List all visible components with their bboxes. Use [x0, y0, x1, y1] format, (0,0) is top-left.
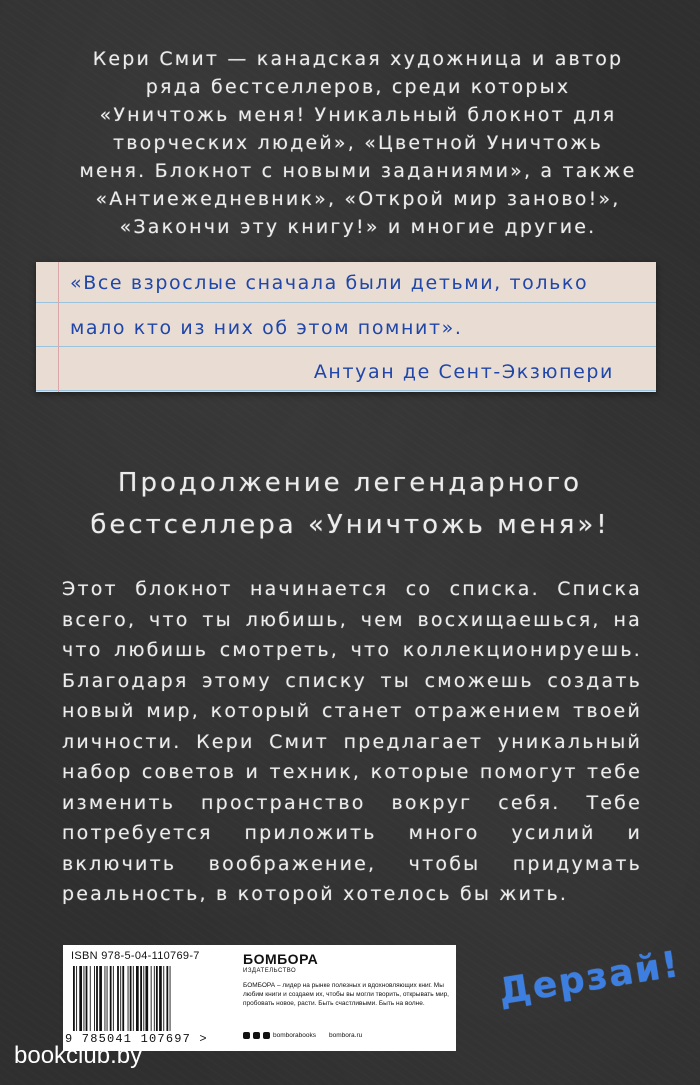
social-row — [243, 1032, 362, 1039]
barcode-bar — [86, 966, 88, 1031]
headline — [60, 462, 640, 546]
barcode-bar — [79, 966, 82, 1031]
barcode-bar — [154, 966, 155, 1031]
barcode-bar — [159, 966, 162, 1031]
barcode-bar — [122, 966, 124, 1031]
quote-line-2: мало кто из них об этом помнит». — [70, 317, 463, 339]
social-icon — [243, 1032, 250, 1039]
isbn-label: ISBN 978-5-04-110769-7 — [71, 950, 200, 962]
headline-line-1: Продолжение легендарного — [117, 468, 583, 498]
quote-note — [36, 262, 656, 392]
book-description: Этот блокнот начинается со списка. Списка всего, что ты любишь, чем восхищаешься, на что любишь смотреть, что коллекционируешь. Благодаря этому списку ты сможешь создать новый мир, который станет отражением твоей личности. Кери Смит предлагает уникальный набор советов и техник, которые помогут тебе изменить пространство вокруг себя. Тебе потребуется приложить много усилий и включить воображение, чтобы придумать реальность, в которой хотелось бы жить. — [62, 578, 642, 905]
barcode-bar — [130, 966, 132, 1031]
barcode-bar — [76, 966, 77, 1031]
social-handle: bomborabooks — [273, 1032, 316, 1039]
barcode-panel — [63, 945, 456, 1051]
barcode-bar — [128, 966, 129, 1031]
watermark: bookclub.by — [14, 1042, 143, 1069]
barcode-bar — [84, 966, 85, 1031]
quote-author: Антуан де Сент-Экзюпери — [313, 361, 614, 383]
author-bio: Кери Смит — канадская художница и автор ряда бестселлеров, среди которых «Уничтожь меня! Уникальный блокнот для творческих людей», «Цветной Уничтожь меня. Блокнот с новыми заданиями», а также «Антиежедневник», «Открой мир заново!», «Закончи эту книгу!» и многие другие. — [79, 48, 637, 238]
barcode-bar — [113, 966, 114, 1031]
barcode-bar — [170, 966, 171, 1031]
barcode-bar — [107, 966, 108, 1031]
derzai-stamp: Дерзай! — [495, 943, 684, 1014]
social-icon — [253, 1032, 260, 1039]
publisher-description: БОМБОРА – лидер на рынке полезных и вдохновляющих книг. Мы любим книги и создаем их, чтобы вы могли творить, открывать мир, пробовать новое, расти. Быть счастливыми. Быть на волне. — [243, 982, 449, 1007]
publisher-site: bombora.ru — [329, 1032, 363, 1039]
barcode-bar — [151, 966, 152, 1031]
publisher-subtitle: ИЗДАТЕЛЬСТВО — [243, 968, 297, 974]
social-icon — [263, 1032, 270, 1039]
barcode-bar — [133, 966, 134, 1031]
barcode-bar — [166, 966, 168, 1031]
barcode-bar — [117, 966, 119, 1031]
barcode-bar — [96, 966, 98, 1031]
barcode-bar — [73, 966, 75, 1031]
barcode-bar — [99, 966, 102, 1031]
quote-line-1: «Все взрослые сначала были детьми, только — [70, 272, 589, 294]
barcode-bar — [90, 966, 91, 1031]
barcode-bar — [156, 966, 158, 1031]
publisher-logo: БОМБОРА — [243, 951, 319, 967]
barcode-bar — [163, 966, 164, 1031]
barcode-bar — [105, 966, 106, 1031]
barcode-bar — [94, 966, 95, 1031]
barcode-bar — [145, 966, 148, 1031]
headline-line-2: бестселлера «Уничтожь меня»! — [90, 510, 610, 540]
note-margin-line — [58, 262, 59, 392]
barcode-digits: 9 785041 107697 > — [65, 1032, 208, 1046]
barcode-bar — [110, 966, 112, 1031]
barcode-bar — [140, 966, 142, 1031]
barcode-bar — [143, 966, 144, 1031]
barcode-graphic — [71, 966, 231, 1031]
barcode-bar — [136, 966, 139, 1031]
barcode-bar — [120, 966, 121, 1031]
